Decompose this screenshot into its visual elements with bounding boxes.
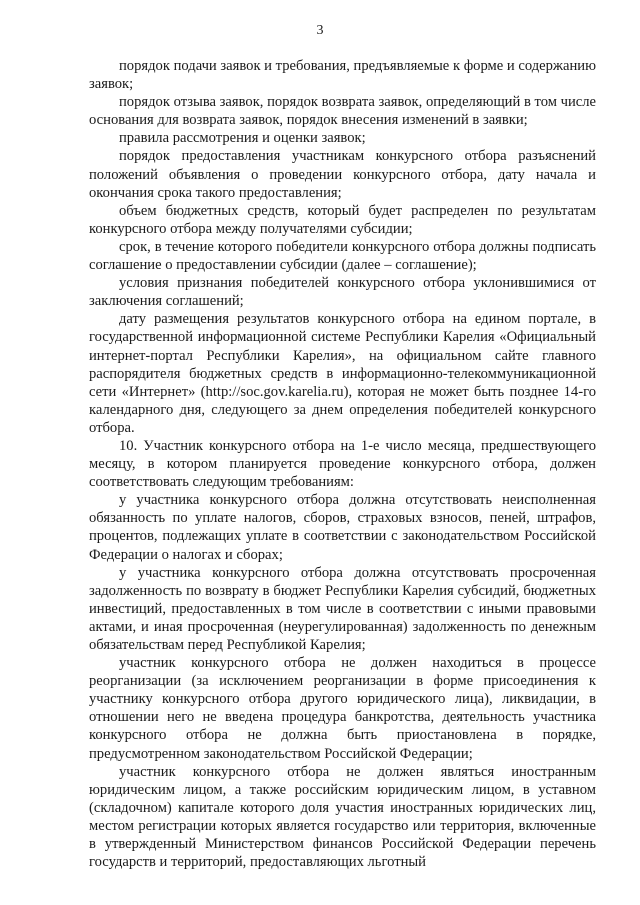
- paragraph-tax-obligations: у участника конкурсного отбора должна отсутствовать неисполненная обязанность по уплате налогов, сборов, страховых взносов, пеней, штрафов, процентов, подлежащих уплате в соответствии с законодательством Российской Федерации о налогах и сборах;: [89, 492, 596, 563]
- paragraph-review-rules: правила рассмотрения и оценки заявок;: [119, 130, 366, 147]
- paragraph-signing-term: срок, в течение которого победители конкурсного отбора должны подписать соглашение о предоставлении субсидии (далее – соглашение);: [89, 238, 596, 274]
- paragraph-evasion-conditions: условия признания победителей конкурсного отбора уклонившимися от заключения соглашений;: [89, 275, 596, 310]
- document-body: [89, 57, 596, 871]
- paragraph-foreign-entity: участник конкурсного отбора не должен являться иностранным юридическим лицом, а также российским юридическим лицом, в уставном (складочном) капитале которого доля участия иностранных юридических лиц, местом регистрации которых является государство или территория, включенные в утвержденный Министерством финансов Российской Федерации перечень государств и территорий, предоставляющих льготный: [89, 763, 596, 871]
- page-number: 3: [316, 23, 324, 38]
- paragraph-submission-order: порядок подачи заявок и требования, предъявляемые к форме и содержанию заявок;: [89, 58, 596, 93]
- paragraph-results-publication: дату размещения результатов конкурсного отбора на едином портале, в государственной информационной системе Республики Карелия «Официальный интернет-портал Республики Карелия», на официальном сайте главного распорядителя бюджетных средств в информационно-телекоммуникационной сети «Интернет» (http://soc.gov.karelia.ru), которая не может быть позднее 14-го календарного дня, следующего за днем определения победителей конкурсного отбора.: [89, 311, 596, 436]
- paragraph-reorganization: участник конкурсного отбора не должен находиться в процессе реорганизации (за исключением реорганизации в форме присоединения к участнику конкурсного отбора другого юридического лица), ликвидации, в отношении него не введена процедура банкротства, деятельность участника конкурсного отбора не должна быть приостановлена в порядке, предусмотренном законодательством Российской Федерации;: [89, 655, 596, 762]
- paragraph-withdrawal-order: порядок отзыва заявок, порядок возврата заявок, определяющий в том числе основания для возврата заявок, порядок внесения изменений в заявки;: [89, 94, 596, 129]
- paragraph-overdue-debt: у участника конкурсного отбора должна отсутствовать просроченная задолженность по возврату в бюджет Республики Карелия субсидий, бюджетных инвестиций, предоставленных в том числе в соответствии с иными правовыми актами, и иная просроченная (неурегулированная) задолженность по денежным обязательствам перед Республикой Карелия;: [89, 564, 596, 653]
- paragraph-clarifications: порядок предоставления участникам конкурсного отбора разъяснений положений объявления о проведении конкурсного отбора, дату начала и окончания срока такого предоставления;: [89, 148, 596, 201]
- paragraph-budget-volume: объем бюджетных средств, который будет распределен по результатам конкурсного отбора между получателями субсидии;: [89, 202, 596, 237]
- paragraph-clause-10: 10. Участник конкурсного отбора на 1-е число месяца, предшествующего месяцу, в котором планируется проведение конкурсного отбора, должен соответствовать следующим требованиям:: [89, 437, 596, 491]
